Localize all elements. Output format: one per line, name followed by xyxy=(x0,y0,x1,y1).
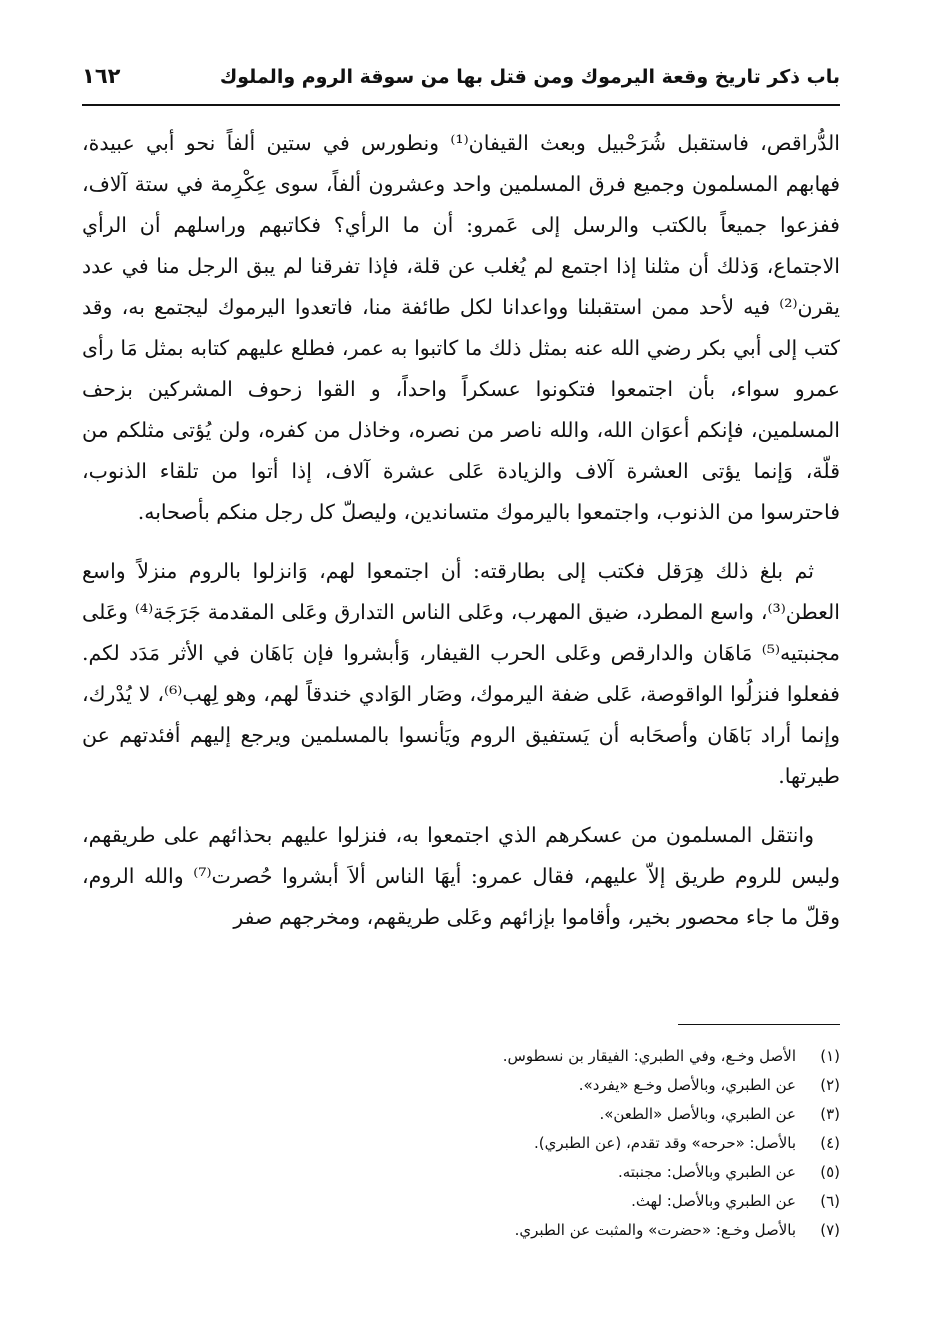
footnote-item xyxy=(82,1216,840,1245)
footnote-text: بالأصل وخـع: «حضرت» والمثبت عن الطبري. xyxy=(514,1221,796,1239)
footnote-item xyxy=(82,1100,840,1129)
footnote-number: (٧) xyxy=(820,1221,840,1239)
footnote-text: بالأصل: «حرحه» وقد تقدم، (عن الطبري). xyxy=(534,1134,796,1152)
main-text xyxy=(82,123,840,938)
footnote-text: الأصل وخـع، وفي الطبري: الفيقار بن نسطوس. xyxy=(502,1047,796,1065)
paragraph-text: ثم بلغ ذلك هِرَقل فكتب إلى بطارقته: أن اجتمعوا لهم، وَانزلوا بالروم منزلاً واسع العطن⁽³⁾، واسع المطرد، ضيق المهرب، وعَلى الناس التدارق وعَلى المقدمة جَرَجَة⁽⁴⁾ وعَلى مجنبتيه⁽⁵⁾ مَاهَان والدارقص وعَلى الحرب القيفار، وَأبشروا فإن بَاهَان في الأثر مَدَد لكم. ففعلوا فنزلُوا الواقوصة، عَلى ضفة اليرموك، وصَار الوَادي خندقاً لهم، وهو لِهب⁽⁶⁾، لا يُدْرك، وإنما أراد بَاهَان وأصحَابه أن يَستفيق الروم ويَأنسوا بالمسلمين ويرجع إليهم أفئدتهم عن طيرتها. xyxy=(82,559,840,788)
footnote-item xyxy=(82,1071,840,1100)
paragraph: الدُّراقص، فاستقبل شُرَحْبيل وبعث القيفان⁽¹⁾ ونطورس في ستين ألفاً نحو أبي عبيدة، فهابهم المسلمون وجميع فرق المسلمين واحد وعشرون ألفاً، سوى عِكْرِمة في ستة آلاف، ففزعوا جميعاً بالكتب والرسل إلى عَمرو: أن ما الرأي؟ فكاتبهم وراسلهم أن الرأي الاجتماع، وَذلك أن مثلنا إذا اجتمع لم يُغلب عن قلة، فإذا تفرقنا لم يبق الرجل منا في عدد يقرن⁽²⁾ فيه لأحد ممن استقبلنا وواعدانا لكل طائفة منا، فاتعدوا اليرموك ليجتمع به، وقد كتب إلى أبي بكر رضي الله عنه بمثل ذلك ما كاتبوا به عمر، فطلع عليهم كتابه بمثل مَا رأى عمرو سواء، بأن اجتمعوا فتكونوا عسكراً واحداً، و القوا زحوف المشركين بزحف المسلمين، فإنكم أعوَان الله، والله ناصر من نصره، وخاذل من كفره، ولن يُؤتى مثلكم من قلّة، وَإنما يؤتى العشرة آلاف والزيادة عَلى عشرة آلاف، إذا أتوا من تلقاء الذنوب، فاحترسوا من الذنوب، واجتمعوا باليرموك متساندين، وليصلّ كل رجل منكم بأصحابه. xyxy=(82,131,840,524)
chapter-title: باب ذكر تاريخ وقعة اليرموك ومن قتل بها من سوقة الروم والملوك xyxy=(219,66,840,88)
footnote-text: عن الطبري وبالأصل: مجنبته. xyxy=(617,1163,796,1181)
footnote-number: (٦) xyxy=(820,1192,840,1210)
footnote-number: (٣) xyxy=(820,1105,840,1123)
paragraph xyxy=(82,815,840,938)
paragraph-text: وانتقل المسلمون من عسكرهم الذي اجتمعوا به، فنزلوا عليهم بحذائهم على طريقهم، وليس للروم طريق إلاّ عليهم، فقال عمرو: أيهَا الناس ألاَ أبشروا حُصرت⁽⁷⁾ والله الروم، وقلّ ما جاء محصور بخير، وأقاموا بإزائهم وعَلى طريقهم، ومخرجهم صفر xyxy=(82,823,840,929)
footnote-item xyxy=(82,1042,840,1071)
footnote-number: (٢) xyxy=(820,1076,840,1094)
paragraph xyxy=(82,551,840,797)
footnote-number: (٥) xyxy=(820,1163,840,1181)
footnote-text: عن الطبري، وبالأصل وخـع «يفرد». xyxy=(578,1076,796,1094)
running-header xyxy=(82,58,840,102)
page-number: ١٦٢ xyxy=(82,64,121,88)
footnote-text: عن الطبري، وبالأصل «الطعن». xyxy=(599,1105,796,1123)
footnote-number: (١) xyxy=(820,1047,840,1065)
footnotes-list xyxy=(82,1042,840,1245)
header-divider xyxy=(82,104,840,106)
footnote-item xyxy=(82,1187,840,1216)
footnote-divider xyxy=(678,1024,840,1025)
footnote-number: (٤) xyxy=(820,1134,840,1152)
footnote-text: عن الطبري وبالأصل: لهث. xyxy=(631,1192,796,1210)
footnote-item xyxy=(82,1129,840,1158)
footnote-item xyxy=(82,1158,840,1187)
